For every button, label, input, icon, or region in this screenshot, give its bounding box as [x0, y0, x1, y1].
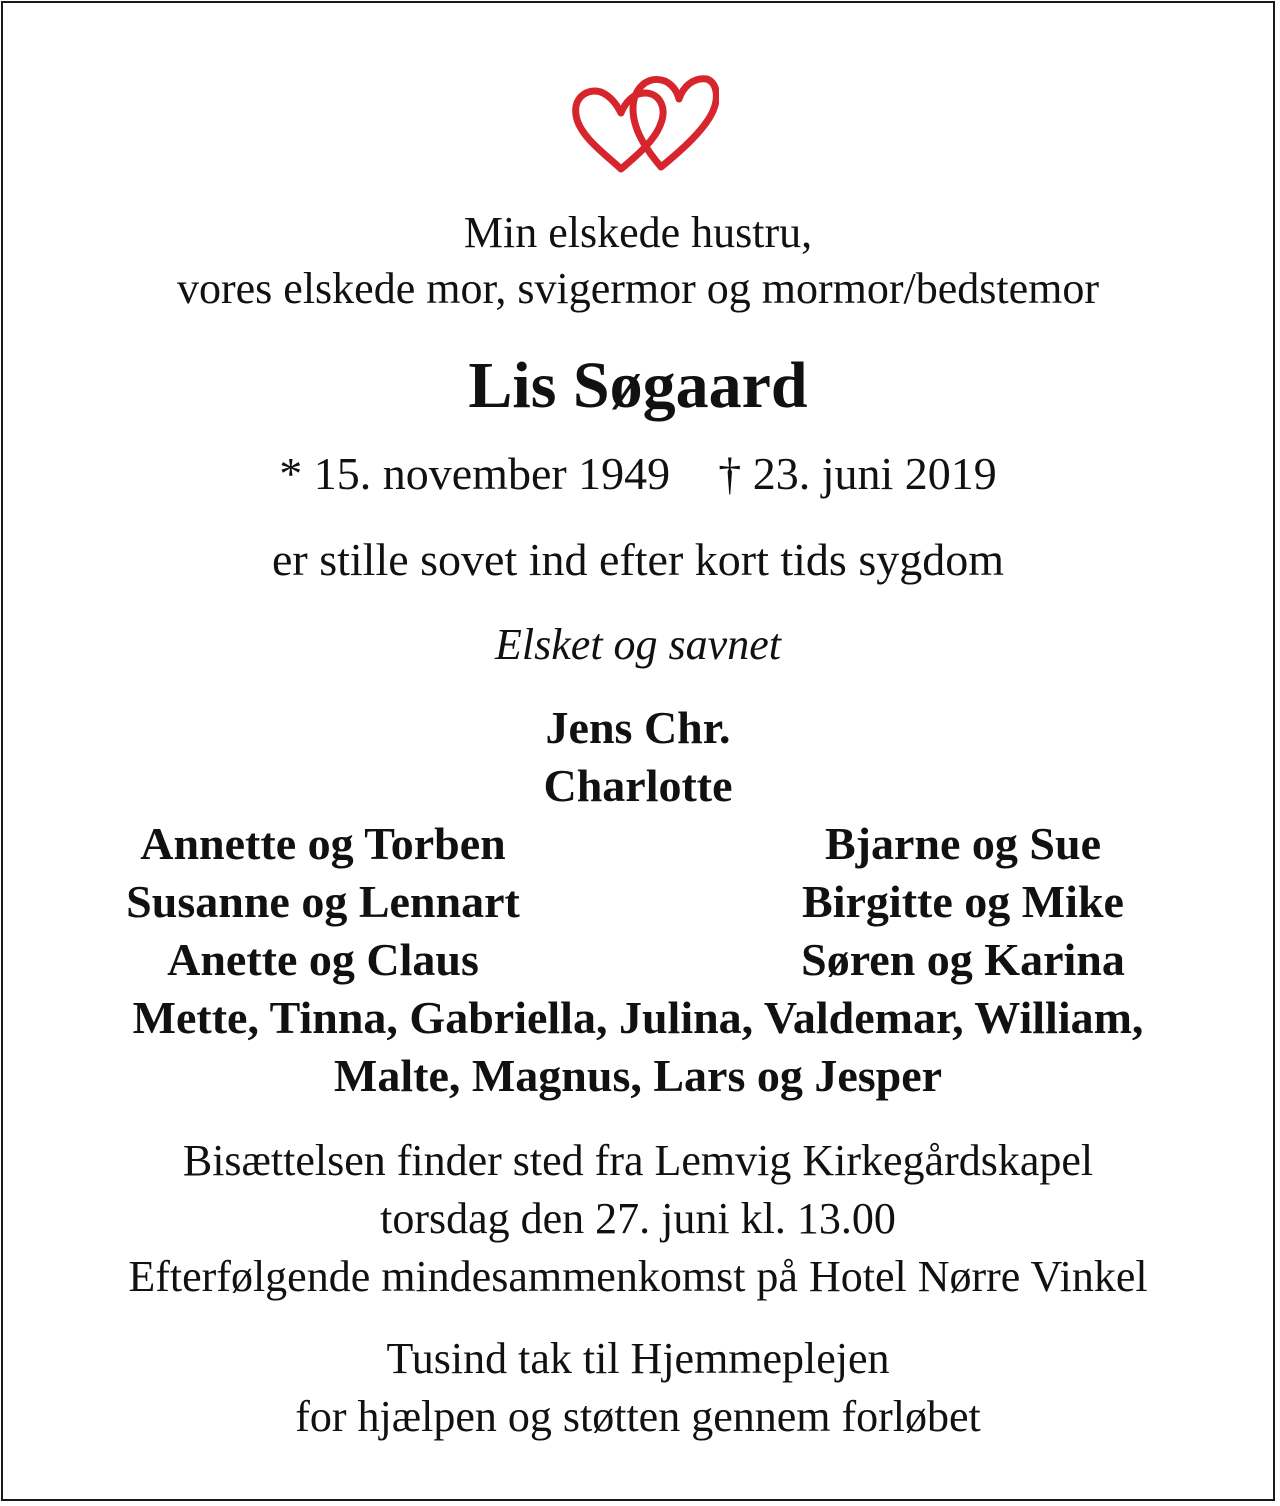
family-left-1: Annette og Torben — [140, 818, 506, 869]
two-hearts-icon — [569, 63, 719, 175]
obituary-notice — [1, 1, 1275, 1501]
thanks-line-2: for hjælpen og støtten gennem forløbet — [295, 1392, 981, 1441]
family-right-3: Søren og Karina — [801, 934, 1125, 985]
intro-line-1: Min elskede hustru, — [463, 208, 813, 257]
grandchildren-line-2: Malte, Magnus, Lars og Jesper — [333, 1050, 943, 1101]
child-name: Charlotte — [543, 760, 733, 811]
intro-line-2: vores elskede mor, svigermor og mormor/bedstemor — [176, 264, 1100, 313]
life-dates — [3, 448, 1273, 499]
grandchildren-line-1: Mette, Tinna, Gabriella, Julina, Valdemar, William, — [132, 992, 1144, 1043]
family-right-1: Bjarne og Sue — [825, 818, 1101, 869]
tagline: Elsket og savnet — [495, 620, 781, 669]
family-left-3: Anette og Claus — [167, 934, 479, 985]
funeral-line-1: Bisættelsen finder sted fra Lemvig Kirkegårdskapel — [182, 1136, 1094, 1185]
family-left-2: Susanne og Lennart — [126, 876, 520, 927]
family-right-2: Birgitte og Mike — [802, 876, 1124, 927]
born-symbol: * — [279, 448, 303, 499]
deceased-name: Lis Søgaard — [468, 349, 808, 422]
funeral-line-3: Efterfølgende mindesammenkomst på Hotel Nørre Vinkel — [128, 1252, 1148, 1301]
spouse-name: Jens Chr. — [545, 702, 731, 753]
death-date: 23. juni 2019 — [752, 448, 997, 499]
passing-phrase: er stille sovet ind efter kort tids sygdom — [271, 534, 1005, 585]
thanks-line-1: Tusind tak til Hjemmeplejen — [386, 1334, 890, 1383]
birth-date: 15. november 1949 — [313, 448, 671, 499]
death-symbol: † — [718, 448, 742, 499]
funeral-line-2: torsdag den 27. juni kl. 13.00 — [380, 1194, 896, 1243]
